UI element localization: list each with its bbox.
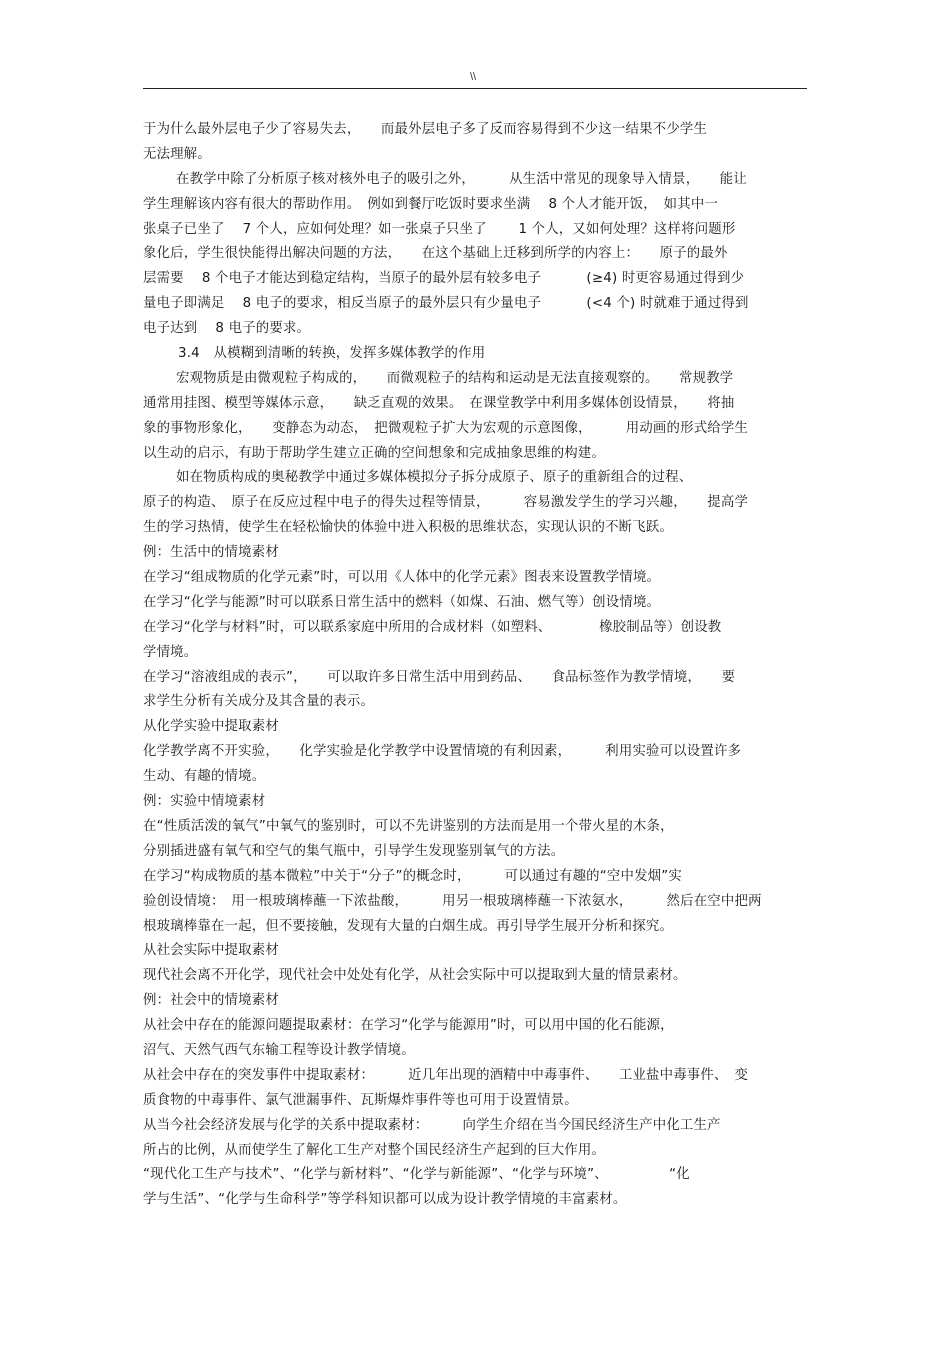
text-line: 分别插进盛有氧气和空气的集气瓶中，引导学生发现鉴别氧气的方法。 [143, 843, 565, 859]
text-line: 在教学中除了分析原子核对核外电子的吸引之外， 从生活中常见的现象导入情景， 能让 [176, 171, 747, 187]
text-line: 验创设情境： 用一根玻璃棒蘸一下浓盐酸， 用另一根玻璃棒蘸一下浓氨水， 然后在空中把两 [143, 893, 762, 909]
text-line: 从社会中存在的突发事件中提取素材： 近几年出现的酒精中中毒事件、 工业盐中毒事件、 变 [143, 1067, 749, 1083]
text-line: 于为什么最外层电子少了容易失去， 而最外层电子多了反而容易得到不少这一结果不少学生 [143, 122, 708, 137]
text-line: 从化学实验中提取素材 [143, 719, 279, 735]
text-line: 如在物质构成的奥秘教学中通过多媒体模拟分子拆分成原子、原子的重新组合的过程、 [176, 470, 693, 486]
text-line: 在学习“组成物质的化学元素”时，可以用《人体中的化学元素》图表来设置教学情境。 [143, 570, 661, 586]
text-line: 沼气、天然气西气东输工程等设计教学情境。 [143, 1042, 415, 1058]
text-line: 无法理解。 [143, 146, 211, 162]
text-line: 张桌子已坐了 7 个人，应如何处理？如一张桌子只坐了 1 个人，又如何处理？这样将问题形 [143, 221, 736, 237]
text-line: 象化后，学生很快能得出解决问题的方法， 在这个基础上迁移到所学的内容上： 原子的最外 [143, 246, 728, 262]
header-mark: \\ [470, 71, 477, 83]
text-line: 学生理解该内容有很大的帮助作用。 例如到餐厅吃饭时要求坐满 8 个人才能开饭， 如其中一 [143, 196, 719, 212]
text-line: 学情境。 [143, 644, 198, 660]
text-line: 在学习“化学与能源”时可以联系日常生活中的燃料（如煤、石油、燃气等）创设情境。 [143, 594, 661, 610]
text-line: 例：实验中情境素材 [143, 794, 266, 810]
text-line: 所占的比例，从而使学生了解化工生产对整个国民经济生产起到的巨大作用。 [143, 1142, 606, 1158]
text-line: 质食物的中毒事件、氯气泄漏事件、瓦斯爆炸事件等也可用于设置情景。 [143, 1092, 578, 1108]
text-line: 从社会中存在的能源问题提取素材：在学习“化学与能源用”时，可以用中国的化石能源， [143, 1018, 674, 1034]
text-line: 在“性质活泼的氧气”中氧气的鉴别时，可以不先讲鉴别的方法而是用一个带火星的木条， [143, 818, 674, 834]
text-line: 根玻璃棒靠在一起，但不要接触，发现有大量的白烟生成。再引导学生展开分析和探究。 [143, 918, 674, 934]
text-line: 学与生活”、“化学与生命科学”等学科知识都可以成为设计教学情境的丰富素材。 [143, 1192, 627, 1208]
text-line: 在学习“溶液组成的表示”， 可以取许多日常生活中用到药品、 食品标签作为教学情境， 要 [143, 669, 736, 685]
text-line: 生动、有趣的情境。 [143, 769, 266, 785]
text-line: 量电子即满足 8 电子的要求，相反当原子的最外层只有少量电子 (<4 个) 时就难于通过得到 [143, 296, 749, 312]
text-line: 从社会实际中提取素材 [143, 943, 279, 959]
text-line: 层需要 8 个电子才能达到稳定结构，当原子的最外层有较多电子 (≥4) 时更容易通过得到少 [143, 271, 745, 287]
text-line: “现代化工生产与技术”、“化学与新材料”、“化学与新能源”、“化学与环境”、 “化 [143, 1167, 690, 1183]
text-line: 现代社会离不开化学，现代社会中处处有化学，从社会实际中可以提取到大量的情景素材。 [143, 968, 687, 984]
text-line: 通常用挂图、模型等媒体示意， 缺乏直观的效果。 在课堂教学中利用多媒体创设情景， 将抽 [143, 395, 735, 411]
text-line: 例：社会中的情境素材 [143, 993, 279, 1009]
text-line: 求学生分析有关成分及其含量的表示。 [143, 694, 375, 710]
text-line: 从当今社会经济发展与化学的关系中提取素材： 向学生介绍在当今国民经济生产中化工生产 [143, 1117, 721, 1133]
text-line: 在学习“化学与材料”时，可以联系家庭中所用的合成材料（如塑料、 橡胶制品等）创设教 [143, 619, 722, 635]
text-line: 在学习“构成物质的基本微粒”中关于“分子”的概念时， 可以通过有趣的“空中发烟”实 [143, 868, 682, 884]
text-line: 例：生活中的情境素材 [143, 545, 279, 561]
header-rule [143, 88, 807, 89]
text-line: 3.4 从模糊到清晰的转换，发挥多媒体教学的作用 [178, 346, 486, 362]
text-line: 原子的构造、 原子在反应过程中电子的得失过程等情景， 容易激发学生的学习兴趣， 提高学 [143, 495, 749, 511]
text-line: 生的学习热情，使学生在轻松愉快的体验中进入积极的思维状态，实现认识的不断飞跃。 [143, 520, 674, 536]
document-body [143, 118, 807, 1213]
text-line: 以生动的启示，有助于帮助学生建立正确的空间想象和完成抽象思维的构建。 [143, 445, 606, 461]
text-line: 宏观物质是由微观粒子构成的， 而微观粒子的结构和运动是无法直接观察的。 常规教学 [176, 370, 734, 386]
text-line: 化学教学离不开实验， 化学实验是化学教学中设置情境的有利因素， 利用实验可以设置许多 [143, 744, 742, 760]
text-line: 象的事物形象化， 变静态为动态， 把微观粒子扩大为宏观的示意图像， 用动画的形式给学生 [143, 420, 749, 436]
text-line: 电子达到 8 电子的要求。 [143, 321, 311, 337]
